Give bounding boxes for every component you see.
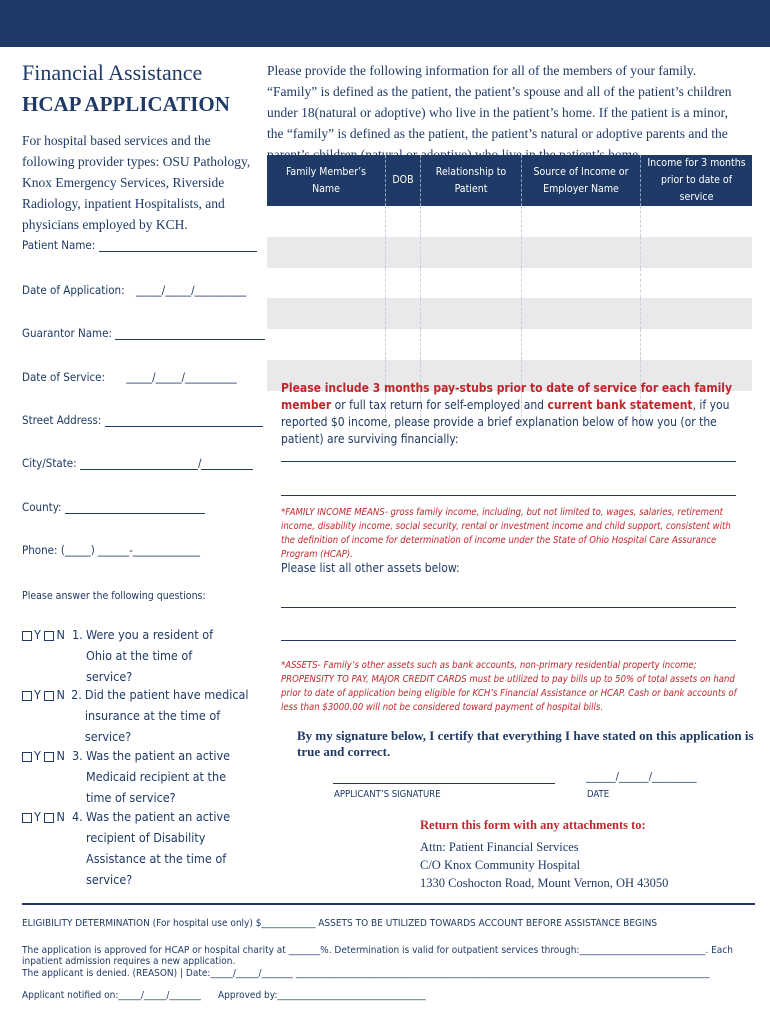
question-3: Y N 3. Was the patient an active Medicaid recipient at the time of service? — [22, 745, 257, 808]
date-of-application-input[interactable]: _____/_____/__________ — [135, 283, 247, 297]
street-address-field: Street Address: — [22, 413, 263, 427]
q4-no-checkbox[interactable] — [44, 813, 54, 823]
table-row — [267, 268, 752, 299]
county-field: County: — [22, 500, 205, 514]
col-header-income-source: Source of Income or Employer Name — [522, 155, 641, 206]
q4-yes-checkbox[interactable] — [22, 813, 32, 823]
guarantor-name-input[interactable] — [115, 327, 265, 340]
signature-line[interactable] — [333, 783, 555, 784]
phone-field[interactable]: Phone: (_____) ______-_____________ — [22, 543, 201, 557]
table-row — [267, 206, 752, 237]
signature-label: APPLICANT’S SIGNATURE — [334, 789, 441, 800]
eligibility-heading: ELIGIBILITY DETERMINATION (For hospital use only) $____________ ASSETS TO BE UTILIZED TOWARDS ACCOUNT BEFORE ASSISTANCE BEGINS — [22, 918, 658, 929]
return-heading: Return this form with any attachments to: — [420, 818, 646, 832]
eligibility-denied-line: The applicant is denied. (REASON) | Date:_____/_____/_______ ____________________________________________________________________________________________ — [22, 968, 710, 979]
q1-no-checkbox[interactable] — [44, 631, 54, 641]
explanation-line-2[interactable] — [281, 495, 736, 496]
state-input[interactable] — [201, 457, 253, 470]
question-1: Y N 1. Were you a resident of Ohio at the time of service? — [22, 624, 257, 687]
question-4: Y N 4. Was the patient an active recipient of Disability Assistance at the time of service? — [22, 806, 257, 890]
patient-name-input[interactable] — [99, 239, 257, 252]
q2-no-checkbox[interactable] — [44, 691, 54, 701]
header-bar — [0, 0, 770, 47]
q3-no-checkbox[interactable] — [44, 752, 54, 762]
eligibility-divider — [22, 903, 755, 905]
county-input[interactable] — [65, 501, 205, 514]
city-state-field: City/State: / — [22, 456, 253, 470]
intro-text: For hospital based services and the following provider types: OSU Pathology, Knox Emergency Services, Riverside Radiology, inpatient Hospitalists, and physicians employed by KCH. — [22, 133, 251, 232]
col-header-relationship: Relationship to Patient — [421, 155, 522, 206]
eligibility-approved-line: The application is approved for HCAP or hospital charity at _______%. Determination is valid for outpatient services through:____________________________. Each inpatient admission requires a new application. — [22, 945, 733, 967]
eligibility-notified-line: Applicant notified on:_____/_____/_______ Approved by:_________________________________ — [22, 990, 426, 1001]
table-row — [267, 329, 752, 360]
form-title: Financial Assistance — [22, 60, 203, 85]
date-of-service-field: Date of Service: _____/_____/__________ — [22, 370, 237, 384]
date-of-service-input[interactable]: _____/_____/__________ — [126, 370, 237, 384]
question-2: Y N 2. Did the patient have medical insurance at the time of service? — [22, 684, 257, 747]
table-row — [267, 298, 752, 329]
signature-date-input[interactable]: ______/______/_________ — [586, 770, 697, 783]
assets-prompt: Please list all other assets below: — [281, 561, 460, 575]
assets-line-1[interactable] — [281, 607, 736, 608]
q2-yes-checkbox[interactable] — [22, 691, 32, 701]
street-address-input[interactable] — [105, 414, 263, 427]
q3-yes-checkbox[interactable] — [22, 752, 32, 762]
q1-yes-checkbox[interactable] — [22, 631, 32, 641]
family-definition: Please provide the following information for all of the members of your family. “Family” is defined as the patient, the patient’s spouse and all of the patient’s children under 18(natural or adoptive) who live in the patient’s home. If the patient is a minor, the “family” is defined as the patient, the patient’s natural or adoptive parents and the — [267, 63, 732, 141]
city-input[interactable] — [80, 457, 198, 470]
table-row — [267, 237, 752, 268]
guarantor-name-field: Guarantor Name: — [22, 326, 265, 340]
col-header-name: Family Member’s Name — [267, 155, 386, 206]
assets-line-2[interactable] — [281, 640, 736, 641]
explanation-line-1[interactable] — [281, 461, 736, 462]
col-header-income-amount: Income for 3 months prior to date of service — [641, 155, 753, 206]
form-subtitle: HCAP APPLICATION — [22, 92, 230, 116]
date-label: DATE — [587, 789, 610, 800]
col-header-dob: DOB — [386, 155, 421, 206]
certification-statement: By my signature below, I certify that everything I have stated on this application is true and correct. — [297, 728, 754, 759]
questions-intro: Please answer the following questions: — [22, 590, 206, 602]
patient-name-field: Patient Name: — [22, 238, 257, 252]
date-of-application-field: Date of Application: _____/_____/__________ — [22, 283, 247, 297]
return-address: Attn: Patient Financial Services C/O Knox Community Hospital 1330 Coshocton Road, Mount Vernon, OH 43050 — [420, 840, 669, 890]
assets-note: *ASSETS- Family’s other assets such as bank accounts, non-primary residential property income; PROPENSITY TO PAY, MAJOR CREDIT CARDS must be utilized to pay bills up to 50% of total assets on hand prior to date of application being eligible for KCH’s Financial Assistance or HCAP. Cash or bank accounts of less than $3000.00 will not be considered toward payment of hospital bills. — [281, 660, 737, 713]
family-income-note: *FAMILY INCOME MEANS- gross family income, including, but not limited to, wages, salaries, retirement income, disability income, social security, rental or investment income and child support, consistent with the definition of income for determination of income under the State of Ohio Hospital Care Assurance Program (HCAP). — [281, 507, 731, 560]
paystub-instructions: Please include 3 months pay-stubs prior to date of service for each family member or full tax return for self-employed and current bank statement, if you reported $0 income, please provide a brief explanation below of how you (or the patient) are surviving financially: — [281, 381, 733, 446]
